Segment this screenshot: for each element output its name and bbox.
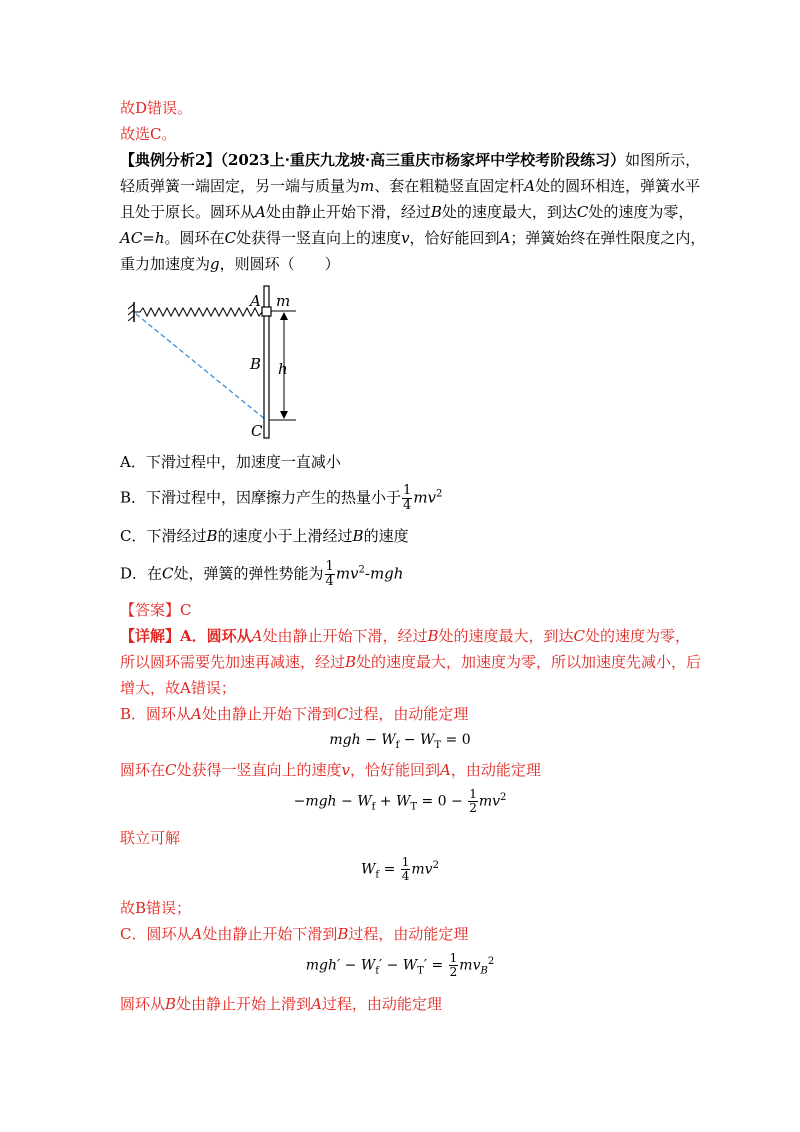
option-b: B．下滑过程中，因摩擦力产生的热量小于 $\frac{1}{4}$ $mv^2$ <box>120 483 443 513</box>
detail-c-line-1: C．圆环从A处由静止开始下滑到B过程，由动能定理 <box>120 925 469 943</box>
label-m: m <box>276 292 291 310</box>
option-a: A．下滑过程中，加速度一直减小 <box>120 453 341 471</box>
question-header: 【典例分析2】（2023上·重庆九龙坡·高三重庆市杨家坪中学校考阶段练习）如图所示， <box>120 151 701 169</box>
conclusion-d-wrong: 故D错误。 <box>120 99 193 117</box>
question-line-4: AC=h。圆环在C处获得一竖直向上的速度v，恰好能回到A；弹簧始终在弹性限度之内， <box>120 229 706 247</box>
label-h: h <box>278 360 288 378</box>
ring <box>262 307 271 316</box>
equation-1: mgh − $W_f - W_T = 0$ <box>329 732 471 751</box>
dashed-spring-position <box>136 314 266 420</box>
spring-zigzag <box>134 308 264 316</box>
detail-line-3: 增大，故A错误； <box>120 679 236 697</box>
question-line-5: 重力加速度为g，则圆环（ ） <box>120 255 340 273</box>
label-C: C <box>251 422 263 440</box>
question-line-3: 且处于原长。圆环从A处由静止开始下滑，经过B处的速度最大，到达C处的速度为零， <box>120 203 694 221</box>
label-A: A <box>250 292 261 310</box>
detail-b-line-1: B．圆环从A处由静止开始下滑到C过程，由动能定理 <box>120 705 469 723</box>
conclusion-choose-c: 故选C。 <box>120 125 177 143</box>
detail-line-2: 所以圆环需要先加速再减速，经过B处的速度最大，加速度为零，所以加速度先减小，后 <box>120 653 702 671</box>
wall-hatch <box>128 304 134 321</box>
option-c: C．下滑经过B的速度小于上滑经过B的速度 <box>120 527 409 545</box>
option-d: D．在C处，弹簧的弹性势能为 $\frac{1}{4}$ $mv^2$-mgh <box>120 559 404 589</box>
equation-4: $mgh' - W_f' - W_T'$ = $\frac{1}{2}$ $mv_B^2$ <box>305 951 495 979</box>
equation-2: $-mgh - W_f + W_T = 0$ − $\frac{1}{2}$ $mv^2$ <box>293 787 507 815</box>
h-arrow-head-down <box>280 411 288 419</box>
answer-label: 【答案】C <box>120 601 192 619</box>
detail-b-line-2: 圆环在C处获得一竖直向上的速度v，恰好能回到A，由动能定理 <box>120 761 541 779</box>
detail-b-line-3: 联立可解 <box>120 829 181 847</box>
spring-ring-figure <box>120 282 320 442</box>
h-arrow-head-up <box>280 312 288 320</box>
detail-b-line-4: 故B错误； <box>120 899 192 917</box>
label-B: B <box>250 355 262 373</box>
detail-line-1: 【详解】A．圆环从A处由静止开始下滑，经过B处的速度最大，到达C处的速度为零， <box>120 627 691 645</box>
detail-c-line-2: 圆环从B处由静止开始上滑到A过程，由动能定理 <box>120 995 442 1013</box>
equation-3: $W_f$ = $\frac{1}{4}$ $mv^2$ <box>361 855 439 883</box>
question-line-2: 轻质弹簧一端固定，另一端与质量为m、套在粗糙竖直固定杆A处的圆环相连，弹簧水平 <box>120 177 701 195</box>
